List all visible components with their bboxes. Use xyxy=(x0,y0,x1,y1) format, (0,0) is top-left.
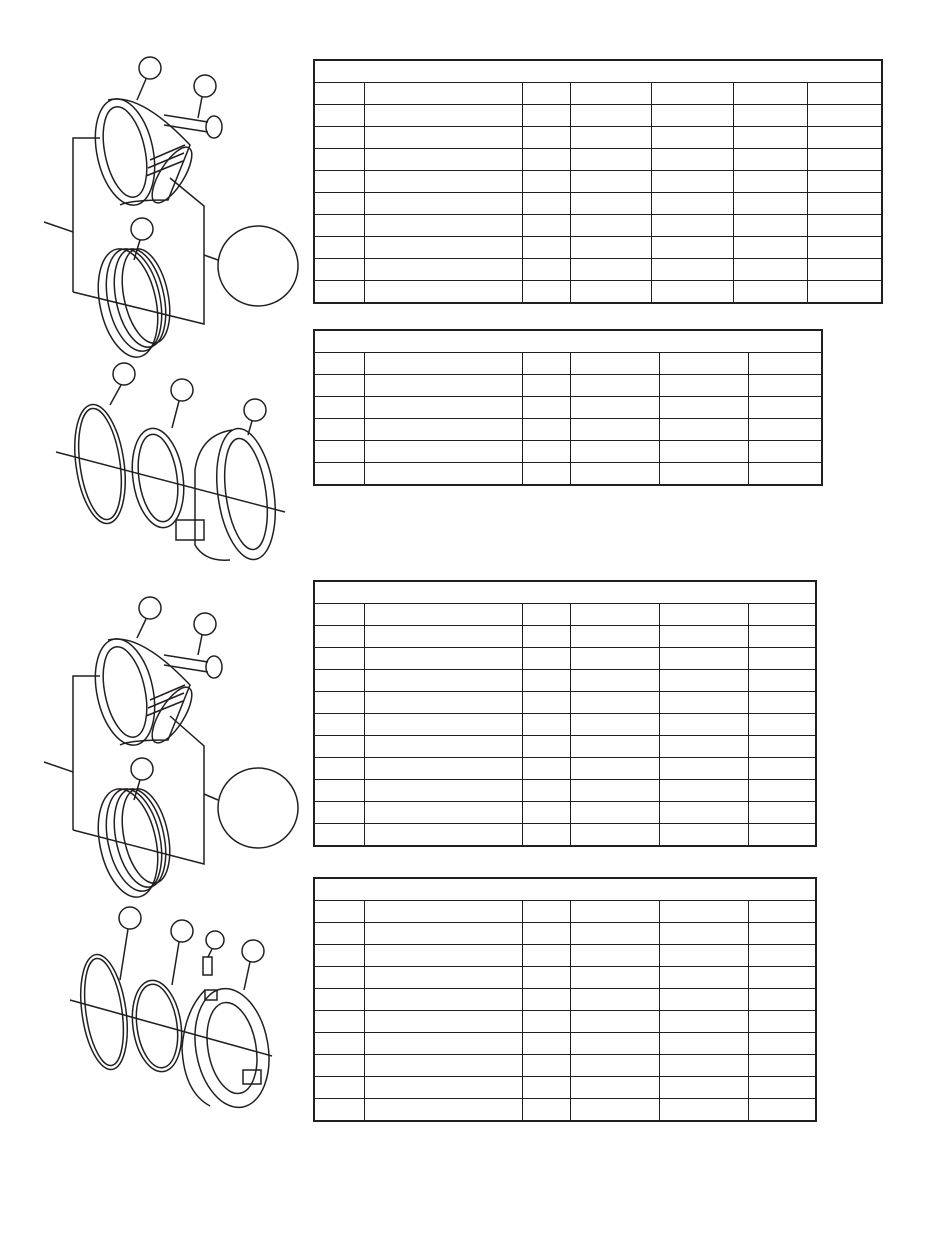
gasket-inner xyxy=(131,982,182,1071)
table-header-row xyxy=(314,83,882,105)
table-row xyxy=(314,419,822,441)
table-row xyxy=(314,824,816,847)
table-row xyxy=(314,758,816,780)
leader-line xyxy=(137,79,146,100)
table-row xyxy=(314,692,816,714)
leader-line xyxy=(172,942,179,985)
exploded-view-lower xyxy=(44,597,298,1113)
table-row xyxy=(314,989,816,1011)
parts-table-3 xyxy=(313,580,817,847)
assembly-reference-circle xyxy=(218,226,298,306)
table-row xyxy=(314,1033,816,1055)
parts-illustration xyxy=(0,0,310,1248)
table-row xyxy=(314,802,816,824)
table-row xyxy=(314,626,816,648)
swivel-elbow-body xyxy=(86,633,199,750)
bracket-line xyxy=(204,794,218,800)
table-row xyxy=(314,967,816,989)
table-title-row xyxy=(314,330,822,353)
parts-table-1 xyxy=(313,59,883,304)
table-row xyxy=(314,714,816,736)
gasket xyxy=(127,977,187,1075)
bracket-line xyxy=(44,676,100,772)
table-title-row xyxy=(314,581,816,604)
table-row xyxy=(314,149,882,171)
callout-circle xyxy=(113,363,135,385)
callout-circle xyxy=(194,75,216,97)
callout-circle xyxy=(171,920,193,942)
table-header-row xyxy=(314,604,816,626)
swivel-elbow-body xyxy=(86,93,199,210)
leader-line xyxy=(198,97,202,118)
table-row xyxy=(314,397,822,419)
parts-table-2 xyxy=(313,329,823,486)
table-row xyxy=(314,1055,816,1077)
callout-circle xyxy=(119,907,141,929)
leader-line xyxy=(137,619,146,638)
leader-line xyxy=(172,401,179,428)
threaded-insert xyxy=(89,783,177,902)
table-row xyxy=(314,463,822,486)
table-row xyxy=(314,375,822,397)
table-row xyxy=(314,237,882,259)
set-screw xyxy=(203,957,212,975)
lug-coupling-nut xyxy=(182,983,278,1114)
coupling-nut xyxy=(176,425,283,564)
table-title-row xyxy=(314,60,882,83)
table-row xyxy=(314,648,816,670)
table-row xyxy=(314,736,816,758)
table-row xyxy=(314,193,882,215)
callout-circle xyxy=(131,218,153,240)
spiral-ring xyxy=(74,952,134,1073)
table-row xyxy=(314,127,882,149)
axis-line xyxy=(70,1000,272,1056)
bracket-line xyxy=(44,138,100,232)
threaded-insert xyxy=(89,243,177,362)
handle-pin xyxy=(164,655,222,678)
table-row xyxy=(314,105,882,127)
table-row xyxy=(314,281,882,304)
callout-circle xyxy=(194,613,216,635)
table-title-row xyxy=(314,878,816,901)
callout-circle xyxy=(131,758,153,780)
callout-circle xyxy=(139,597,161,619)
exploded-view-upper xyxy=(44,57,298,563)
leader-line xyxy=(198,635,202,655)
callout-circle xyxy=(139,57,161,79)
table-row xyxy=(314,945,816,967)
callout-circle xyxy=(244,399,266,421)
callout-circle xyxy=(206,931,224,949)
table-row xyxy=(314,1011,816,1033)
callout-circle xyxy=(171,379,193,401)
leader-line xyxy=(244,962,250,990)
table-row xyxy=(314,1099,816,1122)
table-row xyxy=(314,780,816,802)
table-row xyxy=(314,171,882,193)
leader-line xyxy=(208,949,212,957)
handle-pin xyxy=(164,115,222,138)
bracket-line xyxy=(204,255,218,260)
table-row xyxy=(314,215,882,237)
parts-table-4 xyxy=(313,877,817,1122)
table-row xyxy=(314,259,882,281)
table-header-row xyxy=(314,353,822,375)
table-row xyxy=(314,441,822,463)
table-row xyxy=(314,670,816,692)
leader-line xyxy=(110,385,121,405)
leader-line xyxy=(120,929,128,980)
callout-circle xyxy=(242,940,264,962)
assembly-reference-circle xyxy=(218,768,298,848)
table-row xyxy=(314,1077,816,1099)
table-row xyxy=(314,923,816,945)
table-header-row xyxy=(314,901,816,923)
